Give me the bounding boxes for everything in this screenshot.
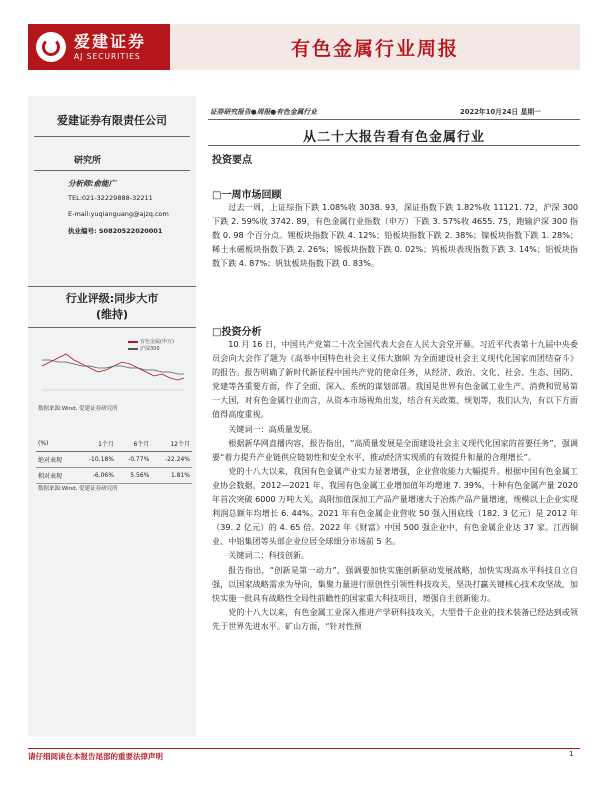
divider	[208, 119, 580, 120]
rating-label: 行业评级:同步大市	[65, 292, 159, 305]
table-cell: -10.18%	[75, 452, 116, 468]
table-cell: -6.06%	[75, 468, 116, 484]
series-index-line	[42, 360, 184, 374]
chart-source: 数据来源:Wind, 爱建证券研究所	[38, 406, 118, 412]
report-series-title: 有色金属行业周报	[290, 37, 459, 60]
legal-notice: 请仔细阅读在本报告尾部的重要法律声明	[28, 752, 163, 761]
table-row	[36, 468, 192, 484]
table-source: 数据来源:Wind, 爱建证券研究所	[38, 486, 118, 492]
department-label: 研究所	[74, 156, 102, 166]
legend-swatch	[128, 341, 138, 343]
report-date: 2022年10月24日 星期一	[460, 108, 541, 116]
section-market-review: □一周市场回顾	[212, 190, 282, 201]
license-number: 执业编号: S0820522020001	[68, 227, 163, 235]
page-number: 1	[569, 750, 574, 758]
paragraph: 党的十八大以来，我国有色金属产业实力显著增强，企业营收能力大幅提升。根据中国有色金属工业协会数据，2012—2021 年，我国有色金属工业增加值年均增速 7. 39%，十种有色金属产量 2020 年首次突破 6000 万吨大关，高附加值深加工产品产量增速大于冶炼产品产量增速，规模以上企业实现利润总额年均增长 6. 44%。2021 年有色金属企业营收 50 强入围底线（182. 3 亿元）是 2012 年（39. 2 亿元）的 4. 65 倍。2022 年《财富》中国 500 强企业中，有色金属企业达 37 家。江西铜业、中铝集团等头部企业位居全球细分市场前 5 名。	[212, 465, 578, 547]
legend-swatch	[128, 348, 138, 350]
table-header-row	[36, 436, 192, 452]
chart-legend	[128, 339, 174, 353]
sidebar	[28, 96, 196, 736]
paragraph: 根据新华网直播内容，报告指出，“高质量发展是全面建设社会主义现代化国家的首要任务”，强调要“着力提升产业链供应链韧性和安全水平，推动经济实现质的有效提升和量的合理增长”。	[212, 437, 578, 462]
company-logo	[28, 24, 170, 70]
table-header-cell: 1个月	[75, 436, 116, 452]
series-sector-line	[42, 354, 184, 380]
table-cell: 5.56%	[116, 468, 151, 484]
table-header-cell: 6个月	[116, 436, 151, 452]
company-name: 爱建证券有限责任公司	[57, 114, 167, 127]
analyst-email[interactable]: E-mail:yuqianguang@ajzq.com	[68, 210, 169, 218]
table-cell: 相对表现	[36, 468, 75, 484]
logo-chinese-name: 爱建证券	[74, 32, 147, 51]
table-cell: -22.24%	[151, 452, 192, 468]
table-header-cell: 12个月	[151, 436, 192, 452]
paragraph: 关键词二：科技创新。	[228, 550, 310, 561]
section-investment-analysis: □投资分析	[212, 327, 262, 338]
legend-label: 有色金属(申万)	[140, 339, 174, 345]
paragraph: 过去一周，上证综指下跌 1.08%收 3038. 93，深证指数下跌 1.82%收 11121. 72，沪深 300 下跌 2. 59%收 3742. 89，有色金属行业指数（申万）下跌 3. 57%收 4655. 75，跑输沪深 300 指数 0. 98 个百分点。锂板块指数下跌 4. 12%；铅板块指数下跌 2. 38%；镍板块指数下跌 1. 28%；稀土永磁板块指数下跌 2. 26%；锡板块指数下跌 0. 02%；钨板块表现指数下跌 3. 14%；铝板块指数下跌 4. 87%；钒钛板块指数下跌 0. 83%。	[212, 202, 578, 269]
divider	[208, 145, 580, 146]
report-type: 证券研究报告●周报●有色金属行业	[210, 108, 318, 116]
footer-divider	[28, 748, 580, 749]
rating-status: (维持)	[95, 308, 129, 321]
investment-analysis-text	[212, 337, 578, 633]
table-cell: 1.81%	[151, 468, 192, 484]
paragraph: 党的十八大以来，有色金属工业深入推进产学研科技攻关，大型骨干企业的技术装备已经达到或领先于世界先进水平。矿山方面，“针对性预	[212, 606, 578, 631]
legend-item-index	[128, 346, 174, 353]
industry-rating	[28, 286, 196, 328]
performance-table	[36, 436, 192, 484]
logo-english-name: AJ SECURITIES	[74, 52, 141, 61]
market-review-text	[212, 200, 578, 270]
divider	[34, 170, 190, 171]
key-points-heading: 投资要点	[212, 155, 252, 166]
table-cell: -0.77%	[116, 452, 151, 468]
legend-label: 沪深300	[140, 346, 160, 352]
analyst-name: 分析师:俞能广	[68, 179, 116, 188]
paragraph: 10 月 16 日，中国共产党第二十次全国代表大会在人民大会堂开幕。习近平代表第十九届中央委员会向大会作了题为《高举中国特色社会主义伟大旗帜 为全面建设社会主义现代化国家而团结奋斗》的报告。报告明确了新时代新征程中国共产党的使命任务，从经济、政治、文化、社会、生态、国防、党建等各重要方面，作了全面、深入、系统的谋划部署。我国是世界有色金属工业生产、消费和贸易第一大国，对有色金属行业而言，从资本市场视角出发，结合有关政策、规划等，我们认为，有以下方面值得高度重视。	[212, 339, 578, 420]
divider	[34, 136, 190, 137]
table-row	[36, 452, 192, 468]
analyst-tel: TEL:021-32229888-32211	[68, 194, 153, 202]
table-header-cell: (%)	[36, 436, 75, 452]
header-band	[170, 24, 580, 70]
paragraph: 关键词一：高质量发展。	[228, 423, 318, 434]
logo-emblem-icon	[36, 32, 66, 62]
legend-item-sector	[128, 339, 174, 346]
report-header	[0, 0, 600, 80]
report-title: 从二十大报告看有色金属行业	[302, 130, 485, 145]
table-cell: 绝对表现	[36, 452, 75, 468]
paragraph: 报告指出，“创新是第一动力”，强调要加快实施创新驱动发展战略，加快实现高水平科技自立自强，以国家战略需求为导向，集聚力量进行原创性引领性科技攻关，坚决打赢关键核心技术攻坚战，加快实施一批具有战略性全局性前瞻性的国家重大科技项目，增强自主创新能力。	[212, 564, 578, 603]
